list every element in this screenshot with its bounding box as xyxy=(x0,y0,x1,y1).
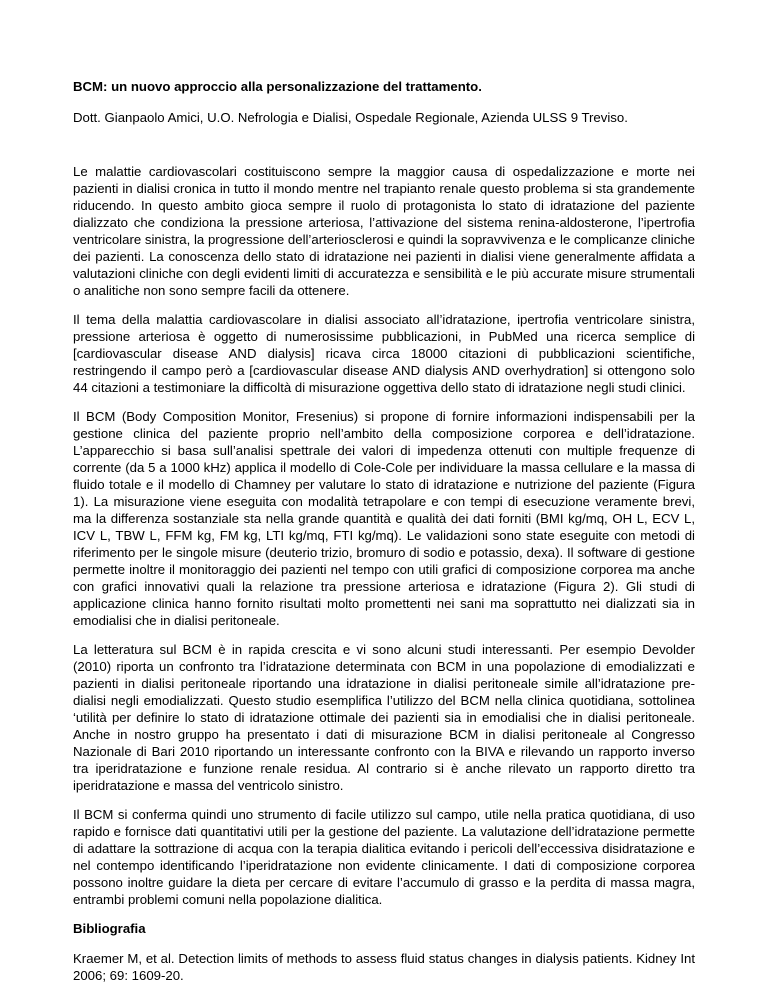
paragraph-conclusion: Il BCM si conferma quindi uno strumento di facile utilizzo sul campo, utile nella pratica quotidiana, di uso rapido e fornisce dati quantitativi utili per la gestione del paziente. La valutazione dell’idratazione permette di adattare la sottrazione di acqua con la terapia dialitica evitando i pericoli dell’eccessiva disidratazione e nel contempo identificando l’iperidratazione non evidente clinicamente. I dati di composizione corporea possono inoltre guidare la dieta per cercare di evitare l’accumulo di grasso e la perdita di massa magra, entrambi problemi comuni nella popolazione dialitica. xyxy=(73,807,695,907)
paragraph-intro: Le malattie cardiovascolari costituiscono sempre la maggior causa di ospedalizzazione e morte nei pazienti in dialisi cronica in tutto il mondo mentre nel trapianto renale questo problema si sta grandemente riducendo. In questo ambito gioca sempre il ruolo di protagonista lo stato di idratazione del paziente dializzato che condiziona la pressione arteriosa, l’attivazione del sistema renina-aldosterone, l’ipertrofia ventricolare sinistra, la progressione dell’arteriosclerosi e quindi la sopravvivenza e le complicanze cliniche dei pazienti. La conoscenza dello stato di idratazione nei pazienti in dialisi viene generalmente affidata a valutazioni cliniche con degli evidenti limiti di accuratezza e sensibilità e le più accurate misure strumentali o analitiche non sono sempre facili da ottenere. xyxy=(73,164,695,298)
paragraph-bcm-studies: La letteratura sul BCM è in rapida crescita e vi sono alcuni studi interessanti. Per esempio Devolder (2010) riporta un confronto tra l’idratazione determinata con BCM in una popolazione di emodializzati e pazienti in dialisi peritoneale riportando una idratazione in dialisi peritoneale simile all’idratazione pre-dialisi negli emodializzati. Questo studio esemplifica l’utilizzo del BCM nella clinica quotidiana, sottolinea ‘utilità per definire lo stato di idratazione ottimale dei pazienti sia in emodialisi che in dialisi peritoneale. Anche in nostro gruppo ha presentato i dati di misurazione BCM in dialisi peritoneale al Congresso Nazionale di Bari 2010 riportando un interessante confronto con la BIVA e rilevando un rapporto inverso tra iperidratazione e funzione renale residua. Al contrario si è anche rilevato un rapporto diretto tra iperidratazione e massa del ventricolo sinistro. xyxy=(73,642,695,793)
reference-item: Kraemer M, et al. Detection limits of methods to assess fluid status changes in dialysis patients. Kidney Int 2006; 69: 1609-20. xyxy=(73,951,695,983)
paragraph-literature-search: Il tema della malattia cardiovascolare in dialisi associato all’idratazione, ipertrofia ventricolare sinistra, pressione arteriosa è oggetto di numerosissime pubblicazioni, in PubMed una ricerca semplice di [cardiovascular disease AND dialysis] ricava circa 18000 citazioni di pubblicazioni scientifiche, restringendo il campo però a [cardiovascular disease AND dialysis AND overhydration] si ottengono solo 44 citazioni a testimoniare la difficoltà di misurazione oggettiva dello stato di idratazione negli studi clinici. xyxy=(73,312,695,395)
document-page xyxy=(73,78,695,996)
paragraph-bcm-description: Il BCM (Body Composition Monitor, Fresenius) si propone di fornire informazioni indispensabili per la gestione clinica del paziente proprio nell’ambito della composizione corporea e dell’idratazione. L’apparecchio si basa sull’analisi spettrale dei valori di impedenza ottenuti con multiple frequenze di corrente (da 5 a 1000 kHz) applica il modello di Cole-Cole per individuare la massa cellulare e la massa di fluido totale e il modello di Chamney per valutare lo stato di idratazione e nutrizione del paziente (Figura 1). La misurazione viene eseguita con modalità tetrapolare e con tempi di esecuzione veramente brevi, ma la differenza sostanziale sta nella grande quantità e qualità dei dati forniti (BMI kg/mq, OH L, ECV L, ICV L, TBW L, FFM kg, FM kg, LTI kg/mq, FTI kg/mq). Le validazioni sono state eseguite con metodi di riferimento per le singole misure (deuterio trizio, bromuro di sodio e potassio, dexa). Il software di gestione permette inoltre il monitoraggio dei pazienti nel tempo con utili grafici di composizione corporea ma anche con grafici innovativi quali la relazione tra pressione arteriosa e idratazione (Figura 2). Gli studi di applicazione clinica hanno fornito risultati molto promettenti nei sani ma soprattutto nei dializzati sia in emodialisi che in dialisi peritoneale. xyxy=(73,409,695,628)
author-line: Dott. Gianpaolo Amici, U.O. Nefrologia e Dialisi, Ospedale Regionale, Azienda ULSS 9 Treviso. xyxy=(73,110,628,125)
document-title: BCM: un nuovo approccio alla personalizzazione del trattamento. xyxy=(73,79,482,94)
bibliography-heading: Bibliografia xyxy=(73,921,146,936)
